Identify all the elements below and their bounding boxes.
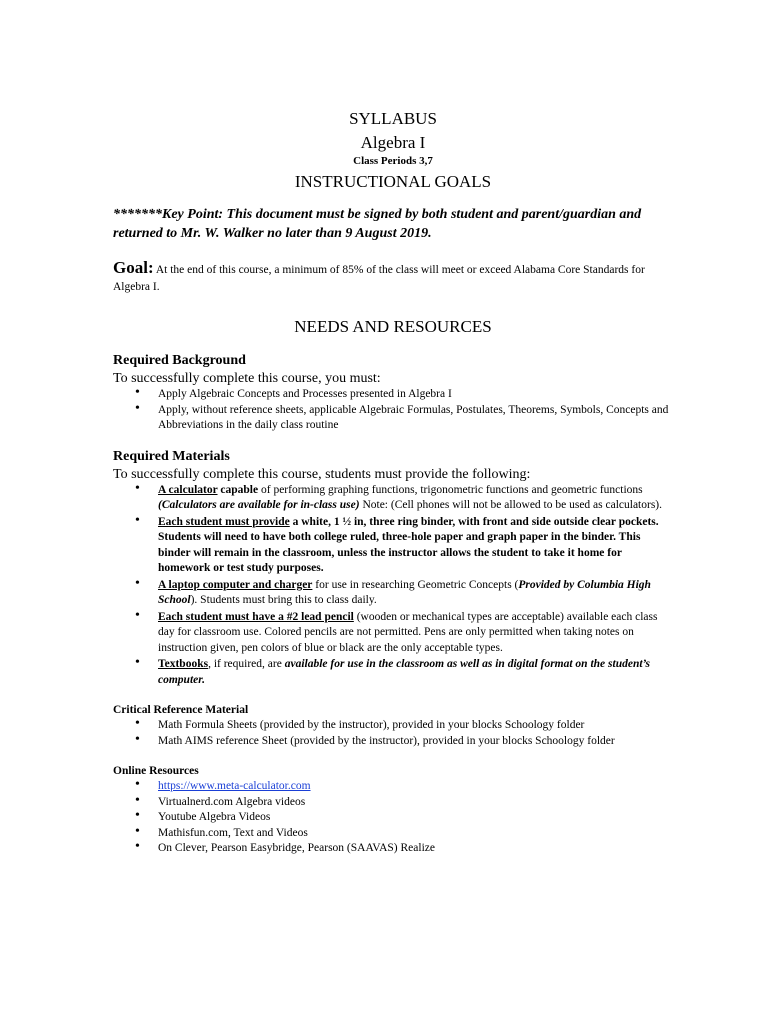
- syllabus-document: [113, 108, 673, 857]
- list-item: [135, 607, 673, 657]
- list-item: [135, 731, 673, 750]
- meta-calculator-link[interactable]: https://www.meta-calculator.com: [158, 780, 311, 792]
- list-item-text: On Clever, Pearson Easybridge, Pearson (SAAVAS) Realize: [158, 842, 435, 854]
- instructional-goals-heading: INSTRUCTIONAL GOALS: [294, 172, 492, 191]
- list-item-text: Note: (Cell phones will not be allowed to be used as calculators).: [359, 499, 663, 511]
- list-item-text: Apply, without reference sheets, applicable Algebraic Formulas, Postulates, Theorems, Symbols, Concepts and Abbreviations in the daily class routine: [158, 403, 669, 431]
- goal-label: Goal:: [113, 258, 154, 277]
- bullet-icon: •: [135, 655, 140, 670]
- list-item: [135, 480, 673, 514]
- bullet-icon: •: [135, 792, 140, 808]
- bullet-icon: •: [135, 480, 140, 496]
- list-item: [135, 839, 673, 857]
- list-item-text: a white, 1 ½ in, three ring binder, with front and side outside clear pockets. Students will need to have both college ruled, three-hole paper and graph paper in the binder. This binder will remain in the classroom, unless the instructor allows the student to take it home for homework or test study purposes.: [158, 515, 659, 574]
- list-item-text: Youtube Algebra Videos: [158, 811, 271, 823]
- key-point-notice: *******Key Point: This document must be signed by both student and parent/guardian and returned to Mr. W. Walker no later than 9 August 2019.: [113, 207, 642, 241]
- list-item-text: , if required, are: [208, 658, 285, 670]
- goal-text: At the end of this course, a minimum of 85% of the class will meet or exceed Alabama Core Standards for Algebra I.: [113, 264, 645, 293]
- laptop-label: A laptop computer and charger: [158, 578, 313, 591]
- critical-reference-list: [113, 718, 673, 749]
- list-item-text: of performing graphing functions, trigonometric functions and geometric functions: [258, 483, 643, 496]
- list-item-text: available for use in the classroom as well as in digital format on the student’s computer.: [158, 658, 650, 686]
- list-item-text: for use in researching Geometric Concepts (: [312, 578, 519, 591]
- list-item: [135, 655, 673, 688]
- list-item: [135, 385, 673, 403]
- list-item-text: capable: [217, 483, 259, 496]
- bullet-icon: •: [135, 839, 140, 854]
- course-title: Algebra I: [360, 133, 426, 152]
- critical-reference-heading: Critical Reference Material: [113, 704, 249, 716]
- required-background-intro: To successfully complete this course, you must:: [113, 371, 381, 386]
- list-item-text: Provided by Columbia High School: [158, 578, 651, 606]
- textbooks-label: Textbooks: [158, 658, 209, 670]
- list-item-text: (Calculators are available for in-class use): [158, 499, 360, 511]
- required-background-heading: Required Background: [113, 353, 246, 368]
- required-materials-heading: Required Materials: [113, 448, 230, 464]
- list-item: [135, 400, 673, 434]
- binder-label: Each student must provide: [158, 515, 290, 528]
- online-resources-list: [113, 779, 673, 857]
- bullet-icon: •: [135, 777, 140, 792]
- list-item-text: Virtualnerd.com Algebra videos: [158, 795, 306, 808]
- required-background-list: [113, 387, 673, 434]
- list-item: [135, 808, 673, 826]
- list-item-text: Math Formula Sheets (provided by the instructor), provided in your blocks Schoology folder: [158, 719, 585, 731]
- list-item: [135, 792, 673, 811]
- required-materials-list: [113, 480, 673, 689]
- list-item-text: Mathisfun.com, Text and Videos: [158, 826, 308, 839]
- needs-resources-heading: NEEDS AND RESOURCES: [294, 317, 492, 336]
- document-title: SYLLABUS: [349, 109, 437, 128]
- list-item: [135, 512, 673, 577]
- list-item-text: Apply Algebraic Concepts and Processes presented in Algebra I: [158, 388, 452, 400]
- bullet-icon: •: [135, 731, 140, 747]
- bullet-icon: •: [135, 808, 140, 823]
- list-item-text: Math AIMS reference Sheet (provided by the instructor), provided in your blocks Schoology folder: [158, 734, 615, 747]
- online-resources-heading: Online Resources: [113, 765, 199, 777]
- bullet-icon: •: [135, 716, 140, 731]
- bullet-icon: •: [135, 575, 140, 591]
- class-periods: Class Periods 3,7: [353, 155, 433, 167]
- calculator-label: A calculator: [158, 483, 218, 496]
- goal-paragraph: [113, 259, 673, 296]
- bullet-icon: •: [135, 512, 140, 528]
- list-item-text: ). Students must bring this to class daily.: [190, 594, 377, 606]
- bullet-icon: •: [135, 400, 140, 416]
- list-item: [135, 777, 673, 795]
- list-item: [135, 823, 673, 842]
- pencil-label: Each student must have a #2 lead pencil: [158, 610, 354, 623]
- bullet-icon: •: [135, 823, 140, 839]
- bullet-icon: •: [135, 385, 140, 400]
- list-item: [135, 575, 673, 609]
- bullet-icon: •: [135, 607, 140, 623]
- list-item-text: (wooden or mechanical types are acceptable) available each class day for classroom use. Colored pencils are not permitted. Pens are only permitted when taking notes on instruction given, pen colors of blue or black are the only acceptable types.: [158, 610, 658, 654]
- required-materials-intro: To successfully complete this course, students must provide the following:: [113, 466, 531, 482]
- list-item: [135, 716, 673, 734]
